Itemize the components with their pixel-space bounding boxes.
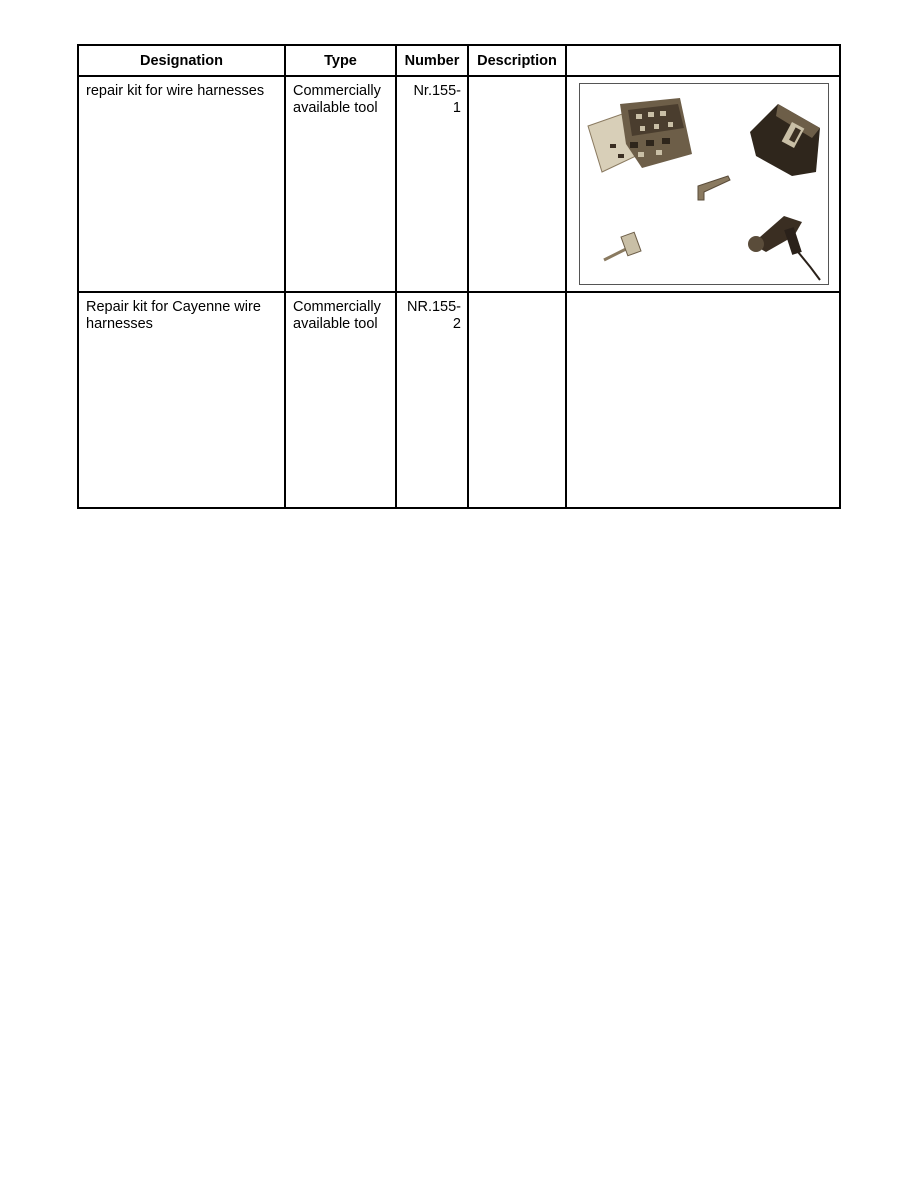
repair-kit-illustration [580,84,828,284]
header-description: Description [468,45,566,76]
header-type: Type [285,45,396,76]
special-tools-table [77,44,841,509]
repair-kit-photo [579,83,829,285]
connector-case-icon [588,98,692,172]
heat-gun-icon [748,216,820,280]
table-row [78,292,840,508]
number-line-2: 2 [452,316,461,332]
table-header-row [78,45,840,76]
header-designation: Designation [78,45,285,76]
cell-description [468,292,566,508]
tool-holder-icon [750,104,820,176]
header-image [566,45,840,76]
cell-type: Commercially available tool [285,76,396,292]
pin-tool-icon [604,232,641,260]
number-line-1: Nr.155- [413,83,461,99]
cell-designation: Repair kit for Cayenne wire harnesses [78,292,285,508]
header-number: Number [396,45,468,76]
cell-number [396,76,468,292]
number-line-1: NR.155- [407,299,461,315]
cell-image-empty [566,292,840,508]
number-line-2: 1 [452,100,461,116]
cell-designation: repair kit for wire harnesses [78,76,285,292]
cell-number [396,292,468,508]
cell-type: Commercially available tool [285,292,396,508]
table-row [78,76,840,292]
cell-description [468,76,566,292]
hook-tool-icon [698,176,730,200]
cell-image [566,76,840,292]
